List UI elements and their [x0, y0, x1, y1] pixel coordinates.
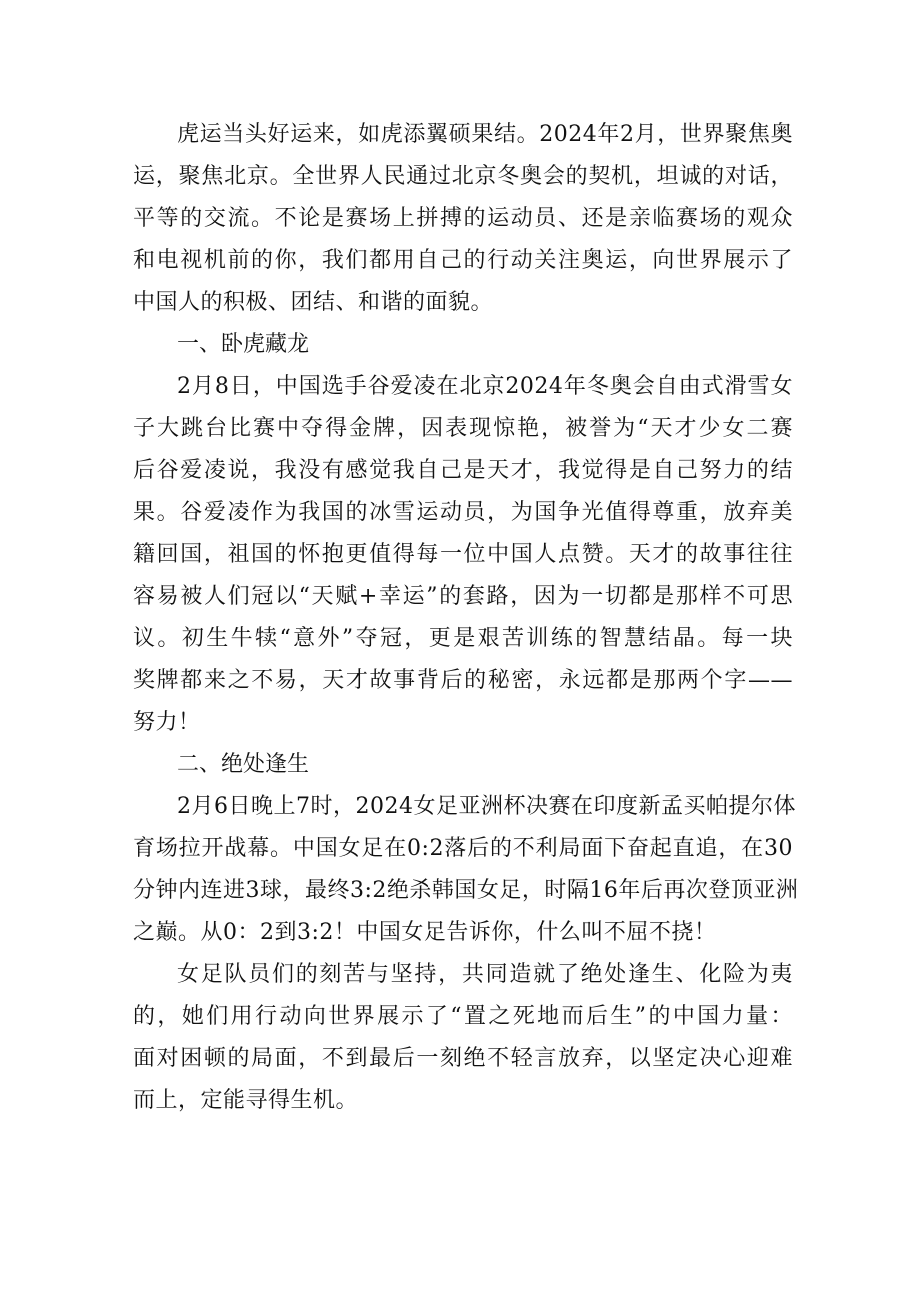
- text-line: 奖牌都来之不易，天才故事背后的秘密，永远都是那两个字——: [133, 668, 793, 693]
- section1-paragraph: [133, 366, 793, 744]
- text-line: 女足队员们的刻苦与坚持，共同造就了绝处逢生、化险为夷: [177, 962, 793, 987]
- intro-paragraph: [133, 114, 793, 324]
- text-line: 2月6日晚上7时，2024女足亚洲杯决赛在印度新孟买帕提尔体: [177, 794, 796, 819]
- text-line: 议。初生牛犊“意外”夺冠，更是艰苦训练的智慧结晶。每一块: [133, 626, 793, 651]
- text-line: 分钟内连进3球，最终3:2绝杀韩国女足，时隔16年后再次登顶亚洲: [133, 878, 799, 903]
- section2-paragraph-1: [133, 786, 799, 954]
- text-line: 中国人的积极、团结、和谐的面貌。: [133, 290, 494, 315]
- text-line: 面对困顿的局面，不到最后一刻绝不轻言放弃，以坚定决心迎难: [133, 1046, 793, 1071]
- text-line: 和电视机前的你，我们都用自己的行动关注奥运，向世界展示了: [133, 248, 793, 273]
- text-line: 2月8日，中国选手谷爱凌在北京2024年冬奥会自由式滑雪女: [177, 374, 793, 399]
- text-line: 运，聚焦北京。全世界人民通过北京冬奥会的契机，坦诚的对话，: [133, 164, 793, 189]
- text-line: 的，她们用行动向世界展示了“置之死地而后生”的中国力量：: [133, 1004, 793, 1029]
- text-line: 子大跳台比赛中夺得金牌，因表现惊艳，被誉为“天才少女二赛: [133, 416, 793, 441]
- document-body: [133, 114, 799, 1122]
- text-line: 之巅。从0：2到3:2！中国女足告诉你，什么叫不屈不挠！: [133, 920, 717, 945]
- text-line: 努力！: [133, 710, 201, 735]
- section-heading-2: 二、绝处逢生: [177, 752, 310, 777]
- text-line: 虎运当头好运来，如虎添翼硕果结。2024年2月，世界聚焦奥: [177, 122, 793, 147]
- text-line: 容易被人们冠以“天赋+幸运”的套路，因为一切都是那样不可思: [133, 584, 793, 609]
- section-heading-1: 一、卧虎藏龙: [177, 332, 310, 357]
- section2-paragraph-2: [133, 954, 793, 1122]
- text-line: 而上，定能寻得生机。: [133, 1088, 359, 1113]
- text-line: 后谷爱凌说，我没有感觉我自己是天才，我觉得是自己努力的结: [133, 458, 793, 483]
- text-line: 平等的交流。不论是赛场上拼搏的运动员、还是亲临赛场的观众: [133, 206, 793, 231]
- text-line: 籍回国，祖国的怀抱更值得每一位中国人点赞。天才的故事往往: [133, 542, 793, 567]
- text-line: 果。谷爱凌作为我国的冰雪运动员，为国争光值得尊重，放弃美: [133, 500, 793, 525]
- text-line: 育场拉开战幕。中国女足在0:2落后的不利局面下奋起直追，在30: [133, 836, 793, 861]
